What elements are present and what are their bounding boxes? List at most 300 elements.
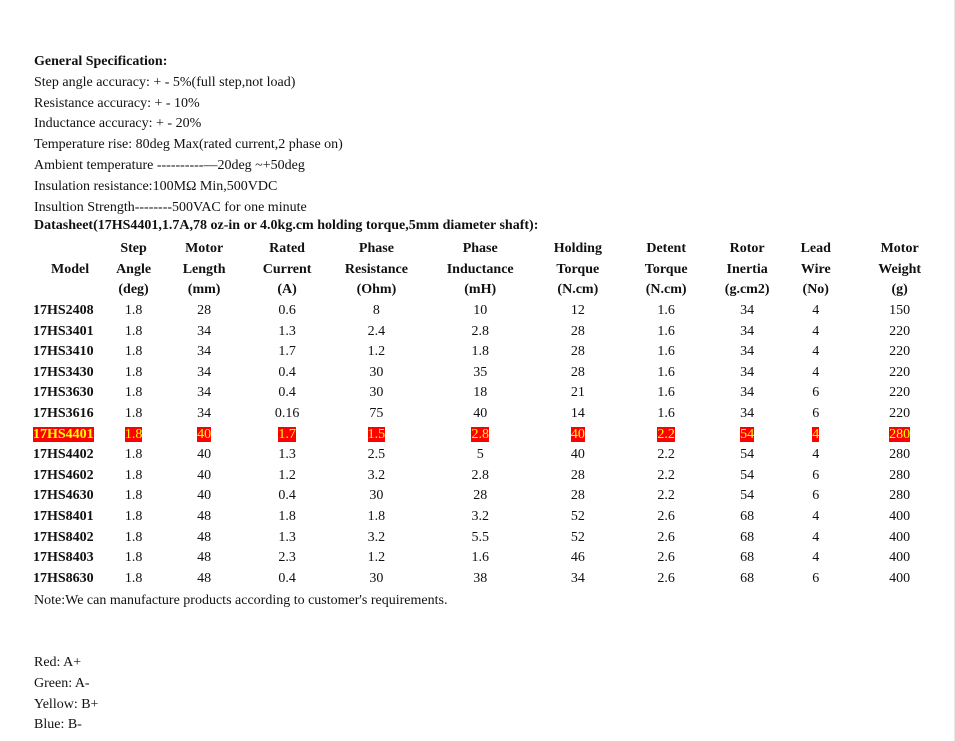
cell-text: 4: [812, 323, 820, 339]
value-cell: [323, 486, 430, 507]
value-cell: [251, 486, 323, 507]
table-row: [30, 301, 955, 322]
value-cell: [707, 301, 787, 322]
value-cell: [251, 301, 323, 322]
value-cell: [430, 383, 530, 404]
value-cell: [707, 424, 787, 445]
cell-text: 1.6: [471, 550, 489, 566]
cell-text: 17HS3410: [33, 344, 94, 360]
column-header: Rated: [269, 241, 305, 257]
cell-text: 6: [812, 385, 820, 401]
table-row: [30, 445, 955, 466]
value-cell: [251, 342, 323, 363]
cell-text: 68: [740, 509, 755, 525]
cell-text: 150: [889, 303, 911, 319]
value-cell: [844, 404, 955, 425]
value-cell: [787, 466, 844, 487]
cell-text: 34: [740, 364, 755, 380]
value-cell: [625, 301, 707, 322]
value-cell: [787, 342, 844, 363]
cell-text: 38: [473, 570, 488, 586]
value-cell: [707, 507, 787, 528]
cell-text: 17HS3630: [33, 385, 94, 401]
value-cell: [430, 527, 530, 548]
cell-text: 2.2: [657, 467, 675, 483]
column-header: Holding: [553, 241, 602, 257]
value-cell: [844, 363, 955, 384]
cell-text: 52: [570, 529, 585, 545]
cell-text: 0.4: [278, 570, 296, 586]
value-cell: [157, 466, 251, 487]
value-cell: [430, 363, 530, 384]
model-cell: [30, 424, 110, 445]
value-cell: [110, 466, 157, 487]
value-cell: [430, 424, 530, 445]
cell-text: 52: [570, 509, 585, 525]
cell-text: 280: [889, 426, 911, 442]
cell-text: 48: [197, 550, 212, 566]
column-header: (A): [277, 282, 297, 298]
cell-text: 4: [812, 364, 820, 380]
cell-text: 34: [197, 344, 212, 360]
cell-text: 6: [812, 570, 820, 586]
value-cell: [625, 342, 707, 363]
cell-text: 28: [473, 488, 488, 504]
cell-text: 1.8: [124, 344, 143, 360]
cell-text: 40: [570, 447, 585, 463]
table-row: [30, 342, 955, 363]
value-cell: [707, 342, 787, 363]
value-cell: [157, 527, 251, 548]
value-cell: [430, 301, 530, 322]
value-cell: [530, 507, 625, 528]
column-header: Torque: [644, 261, 688, 277]
cell-text: 0.4: [278, 488, 296, 504]
table-row: [30, 466, 955, 487]
cell-text: 28: [570, 323, 585, 339]
value-cell: [110, 486, 157, 507]
value-cell: [110, 321, 157, 342]
wire-green: Green: A-: [34, 675, 90, 691]
cell-text: 34: [740, 385, 755, 401]
table-body: [30, 301, 955, 589]
table-row: [30, 321, 955, 342]
value-cell: [157, 383, 251, 404]
value-cell: [844, 486, 955, 507]
cell-text: 2.6: [657, 570, 675, 586]
value-cell: [157, 548, 251, 569]
table-header: [30, 239, 955, 301]
value-cell: [844, 548, 955, 569]
cell-text: 2.6: [657, 509, 675, 525]
column-header: (No): [802, 282, 829, 298]
cell-text: 1.8: [124, 488, 143, 504]
datasheet-title: Datasheet(17HS4401,1.7A,78 oz-in or 4.0kg.cm holding torque,5mm diameter shaft):: [34, 218, 539, 233]
value-cell: [530, 424, 625, 445]
value-cell: [157, 321, 251, 342]
model-cell: [30, 383, 110, 404]
cell-text: 400: [889, 509, 911, 525]
model-cell: [30, 466, 110, 487]
value-cell: [530, 527, 625, 548]
cell-text: 2.4: [367, 323, 386, 339]
cell-text: 1.6: [657, 323, 675, 339]
value-cell: [787, 486, 844, 507]
cell-text: 40: [570, 426, 585, 442]
value-cell: [251, 445, 323, 466]
value-cell: [844, 507, 955, 528]
cell-text: 220: [889, 323, 911, 339]
cell-text: 2.8: [471, 426, 489, 442]
value-cell: [707, 569, 787, 590]
cell-text: 68: [740, 570, 755, 586]
value-cell: [110, 424, 157, 445]
value-cell: [157, 342, 251, 363]
value-cell: [707, 445, 787, 466]
value-cell: [251, 363, 323, 384]
cell-text: 1.3: [278, 447, 296, 463]
value-cell: [110, 404, 157, 425]
cell-text: 2.8: [471, 467, 489, 483]
value-cell: [787, 321, 844, 342]
value-cell: [323, 363, 430, 384]
table-row: [30, 569, 955, 590]
cell-text: 34: [740, 303, 755, 319]
cell-text: 14: [570, 406, 585, 422]
cell-text: 34: [197, 323, 212, 339]
cell-text: 28: [570, 344, 585, 360]
value-cell: [430, 321, 530, 342]
cell-text: 1.6: [657, 344, 675, 360]
cell-text: 54: [740, 488, 755, 504]
value-cell: [530, 569, 625, 590]
value-cell: [251, 383, 323, 404]
table-row: [30, 363, 955, 384]
column-header: (deg): [118, 282, 149, 298]
spec-line: Insultion Strength--------500VAC for one minute: [34, 199, 307, 215]
cell-text: 0.16: [274, 406, 300, 422]
value-cell: [625, 321, 707, 342]
column-header: Lead: [800, 241, 831, 257]
cell-text: 2.6: [657, 550, 675, 566]
value-cell: [530, 466, 625, 487]
cell-text: 54: [740, 467, 755, 483]
value-cell: [844, 445, 955, 466]
cell-text: 68: [740, 550, 755, 566]
value-cell: [157, 569, 251, 590]
value-cell: [787, 569, 844, 590]
cell-text: 48: [197, 509, 212, 525]
cell-text: 34: [197, 364, 212, 380]
cell-text: 1.3: [278, 323, 296, 339]
value-cell: [844, 383, 955, 404]
value-cell: [110, 569, 157, 590]
value-cell: [251, 466, 323, 487]
model-cell: [30, 445, 110, 466]
value-cell: [110, 527, 157, 548]
value-cell: [430, 486, 530, 507]
cell-text: 220: [889, 344, 911, 360]
value-cell: [707, 383, 787, 404]
column-header: Motor: [185, 241, 224, 257]
cell-text: 6: [812, 467, 820, 483]
value-cell: [430, 548, 530, 569]
spec-line: Resistance accuracy: + - 10%: [34, 95, 200, 111]
cell-text: 30: [369, 364, 384, 380]
cell-text: 18: [473, 385, 488, 401]
cell-text: 1.8: [124, 509, 143, 525]
cell-text: 28: [197, 303, 212, 319]
table-row: [30, 486, 955, 507]
cell-text: 17HS3430: [33, 364, 94, 380]
value-cell: [157, 404, 251, 425]
cell-text: 3.2: [367, 529, 386, 545]
cell-text: 1.8: [124, 447, 143, 463]
value-cell: [323, 321, 430, 342]
value-cell: [110, 445, 157, 466]
table-row: [30, 383, 955, 404]
value-cell: [844, 342, 955, 363]
value-cell: [430, 404, 530, 425]
value-cell: [625, 486, 707, 507]
value-cell: [110, 301, 157, 322]
column-header: Detent: [646, 241, 686, 257]
cell-text: 1.8: [367, 509, 386, 525]
cell-text: 280: [889, 488, 911, 504]
column-header: (g.cm2): [724, 282, 770, 298]
cell-text: 4: [812, 447, 820, 463]
cell-text: 220: [889, 406, 911, 422]
cell-text: 28: [570, 488, 585, 504]
value-cell: [625, 466, 707, 487]
column-header: Current: [262, 261, 312, 277]
value-cell: [787, 445, 844, 466]
cell-text: 400: [889, 550, 911, 566]
cell-text: 54: [740, 447, 755, 463]
cell-text: 1.5: [367, 426, 386, 442]
value-cell: [787, 424, 844, 445]
cell-text: 48: [197, 529, 212, 545]
cell-text: 1.6: [657, 303, 675, 319]
cell-text: 2.2: [657, 447, 675, 463]
cell-text: 17HS8401: [33, 509, 94, 525]
value-cell: [323, 424, 430, 445]
cell-text: 6: [812, 406, 820, 422]
general-specification: [34, 52, 343, 218]
cell-text: 40: [197, 488, 212, 504]
value-cell: [707, 466, 787, 487]
value-cell: [625, 424, 707, 445]
cell-text: 400: [889, 570, 911, 586]
cell-text: 6: [812, 488, 820, 504]
value-cell: [251, 507, 323, 528]
value-cell: [625, 363, 707, 384]
cell-text: 34: [740, 406, 755, 422]
cell-text: 34: [570, 570, 585, 586]
value-cell: [110, 548, 157, 569]
column-header: (N.cm): [557, 282, 599, 298]
wire-color-list: [34, 653, 98, 736]
value-cell: [323, 569, 430, 590]
value-cell: [157, 301, 251, 322]
value-cell: [625, 507, 707, 528]
value-cell: [323, 342, 430, 363]
column-header: (g): [891, 282, 908, 298]
cell-text: 34: [197, 406, 212, 422]
cell-text: 3.2: [367, 467, 386, 483]
table-row: [30, 527, 955, 548]
cell-text: 1.8: [124, 467, 143, 483]
cell-text: 1.8: [124, 529, 143, 545]
cell-text: 48: [197, 570, 212, 586]
column-header: (mm): [187, 282, 221, 298]
value-cell: [787, 404, 844, 425]
value-cell: [707, 486, 787, 507]
value-cell: [530, 301, 625, 322]
value-cell: [707, 548, 787, 569]
model-cell: [30, 342, 110, 363]
cell-text: 34: [740, 323, 755, 339]
cell-text: 17HS3616: [33, 406, 94, 422]
value-cell: [530, 445, 625, 466]
model-cell: [30, 548, 110, 569]
table-row: [30, 507, 955, 528]
value-cell: [787, 548, 844, 569]
cell-text: 1.7: [278, 426, 296, 442]
cell-text: 1.8: [124, 323, 143, 339]
value-cell: [430, 569, 530, 590]
value-cell: [707, 363, 787, 384]
value-cell: [157, 363, 251, 384]
value-cell: [530, 321, 625, 342]
table-row: [30, 424, 955, 445]
cell-text: 10: [473, 303, 488, 319]
model-cell: [30, 486, 110, 507]
cell-text: 2.6: [657, 529, 675, 545]
cell-text: 30: [369, 488, 384, 504]
cell-text: 5: [476, 447, 484, 463]
spec-line: Insulation resistance:100MΩ Min,500VDC: [34, 178, 278, 194]
cell-text: 5.5: [471, 529, 489, 545]
value-cell: [430, 466, 530, 487]
column-header: Model: [51, 261, 90, 277]
model-cell: [30, 569, 110, 590]
model-cell: [30, 527, 110, 548]
cell-text: 17HS4630: [33, 488, 94, 504]
value-cell: [787, 301, 844, 322]
cell-text: 1.8: [124, 550, 143, 566]
value-cell: [323, 466, 430, 487]
cell-text: 75: [369, 406, 384, 422]
value-cell: [530, 383, 625, 404]
cell-text: 34: [197, 385, 212, 401]
cell-text: 1.2: [278, 467, 296, 483]
cell-text: 34: [740, 344, 755, 360]
value-cell: [707, 404, 787, 425]
cell-text: 54: [740, 426, 755, 442]
cell-text: 46: [570, 550, 585, 566]
value-cell: [157, 424, 251, 445]
value-cell: [530, 404, 625, 425]
column-header: Angle: [116, 261, 152, 277]
value-cell: [323, 527, 430, 548]
value-cell: [625, 548, 707, 569]
column-header: Step: [120, 241, 147, 257]
column-header: (Ohm): [356, 282, 397, 298]
cell-text: 1.2: [367, 344, 386, 360]
cell-text: 4: [812, 550, 820, 566]
cell-text: 17HS8630: [33, 570, 94, 586]
cell-text: 17HS4402: [33, 447, 94, 463]
cell-text: 30: [369, 385, 384, 401]
column-header: Rotor: [729, 241, 765, 257]
model-cell: [30, 507, 110, 528]
column-header: [30, 239, 110, 260]
value-cell: [844, 527, 955, 548]
cell-text: 1.8: [124, 303, 143, 319]
value-cell: [323, 301, 430, 322]
cell-text: 1.6: [657, 406, 675, 422]
model-cell: [30, 301, 110, 322]
value-cell: [251, 569, 323, 590]
value-cell: [110, 507, 157, 528]
cell-text: 280: [889, 467, 911, 483]
column-header: Length: [182, 261, 226, 277]
cell-text: 1.7: [278, 344, 296, 360]
value-cell: [625, 569, 707, 590]
column-header: Torque: [556, 261, 600, 277]
cell-text: 1.8: [124, 385, 143, 401]
spec-line: Step angle accuracy: + - 5%(full step,not load): [34, 74, 296, 90]
value-cell: [430, 445, 530, 466]
column-header: Inertia: [726, 261, 768, 277]
value-cell: [157, 507, 251, 528]
cell-text: 17HS4401: [33, 426, 94, 442]
cell-text: 0.6: [278, 303, 296, 319]
cell-text: 2.2: [657, 488, 675, 504]
value-cell: [157, 445, 251, 466]
value-cell: [844, 466, 955, 487]
header-row: [30, 260, 955, 281]
value-cell: [323, 383, 430, 404]
cell-text: 3.2: [471, 509, 489, 525]
column-header: [30, 280, 110, 301]
cell-text: 17HS8402: [33, 529, 94, 545]
cell-text: 21: [570, 385, 585, 401]
cell-text: 220: [889, 364, 911, 380]
value-cell: [530, 548, 625, 569]
value-cell: [323, 548, 430, 569]
value-cell: [844, 321, 955, 342]
general-spec-title: General Specification:: [34, 54, 168, 69]
value-cell: [787, 383, 844, 404]
cell-text: 17HS2408: [33, 303, 94, 319]
wire-blue: Blue: B-: [34, 717, 82, 733]
column-header: (N.cm): [645, 282, 687, 298]
model-cell: [30, 404, 110, 425]
value-cell: [844, 301, 955, 322]
value-cell: [707, 321, 787, 342]
cell-text: 30: [369, 570, 384, 586]
cell-text: 1.3: [278, 529, 296, 545]
value-cell: [707, 527, 787, 548]
value-cell: [530, 486, 625, 507]
cell-text: 2.3: [278, 550, 296, 566]
cell-text: 4: [812, 426, 820, 442]
value-cell: [323, 507, 430, 528]
cell-text: 0.4: [278, 364, 296, 380]
cell-text: 28: [570, 467, 585, 483]
